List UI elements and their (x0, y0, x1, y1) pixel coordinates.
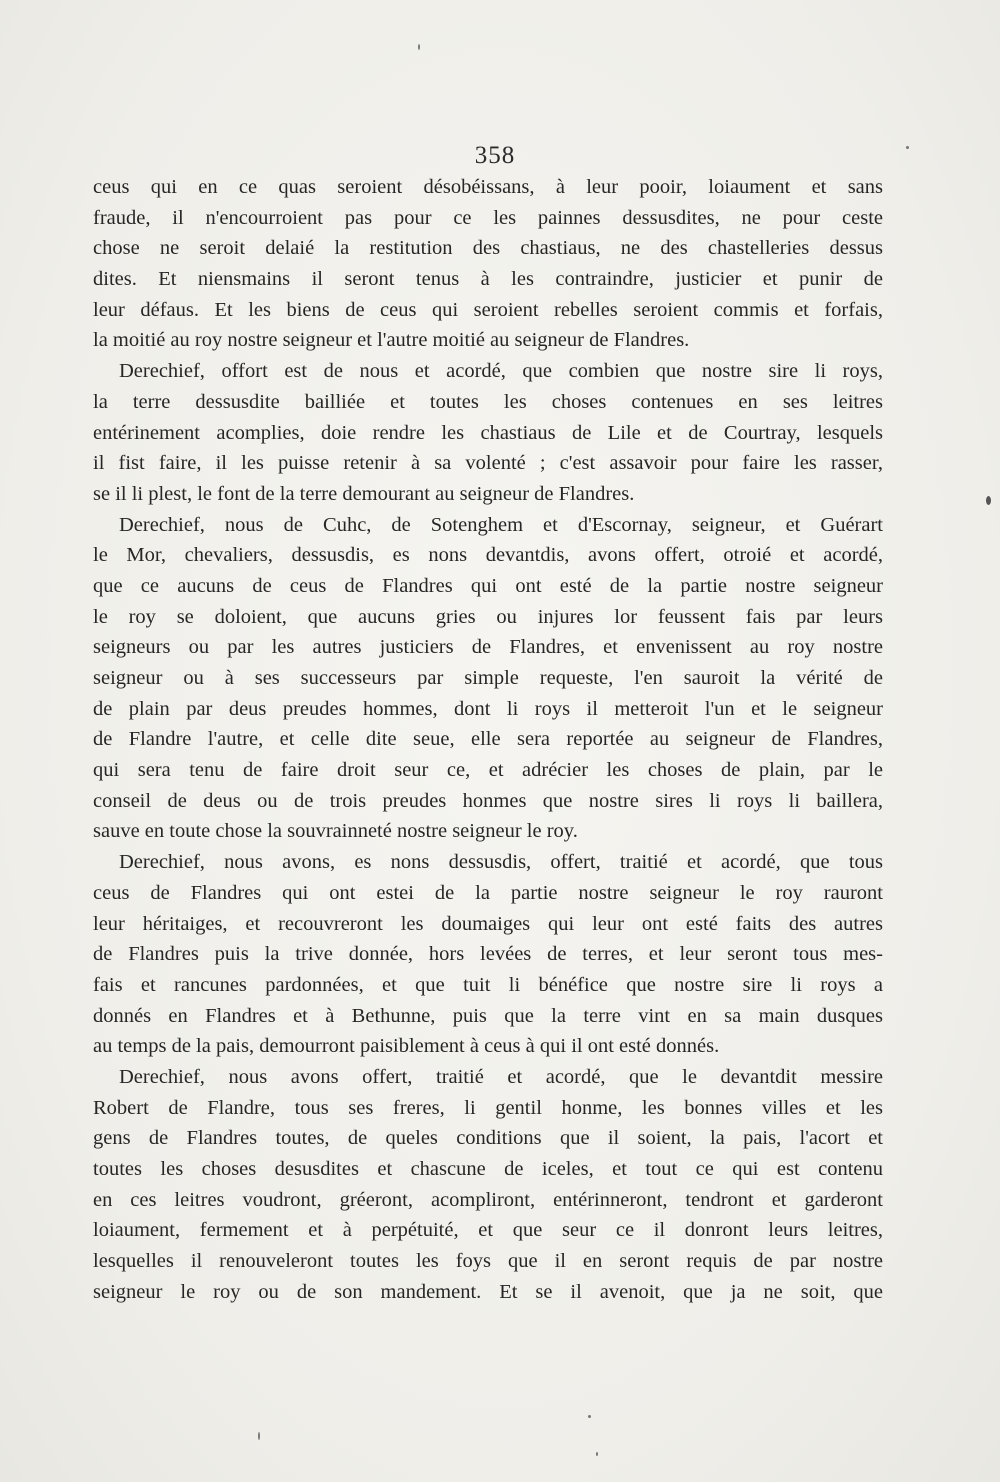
text-line: toutes les choses desusdites et chascune de iceles, et tout ce qui est contenu (93, 1158, 883, 1180)
paper-speck (986, 496, 991, 505)
paper-speck (258, 1432, 260, 1440)
text-line: seigneur le roy ou de son mandement. Et se il avenoit, que ja ne soit, que (93, 1280, 883, 1303)
text-line: entérinement acomplies, doie rendre les chastiaus de Lile et de Courtray, lesquels (93, 421, 883, 444)
text-line: de Flandres puis la trive donnée, hors levées de terres, et leur seront tous mes- (93, 943, 883, 966)
text-line: le Mor, chevaliers, dessusdis, es nons devantdis, avons offert, otroié et acordé, (93, 544, 883, 567)
text-line: lesquelles il renouveleront toutes les foys que il en seront requis de par nostre (93, 1250, 883, 1273)
page-number: 358 (474, 142, 516, 169)
paper-speck (418, 44, 420, 50)
text-line: conseil de deus ou de trois preudes honmes que nostre sires li roys li baillera, (93, 789, 883, 812)
paper-speck (596, 1452, 598, 1456)
text-line: de Flandre l'autre, et celle dite seue, elle sera reportée au seigneur de Flandres, (93, 728, 883, 751)
text-line: au temps de la pais, demourront paisiblement à ceus à qui il ont esté donnés. (93, 1035, 720, 1058)
text-line: la terre dessusdite bailliée et toutes les choses contenues en ses leitres (93, 390, 883, 413)
paper-speck (588, 1415, 591, 1418)
text-line: seigneur ou à ses successeurs par simple requeste, l'en sauroit la vérité de (93, 667, 883, 689)
text-line: se il li plest, le font de la terre demourant au seigneur de Flandres. (93, 482, 635, 505)
paper-speck (906, 146, 909, 149)
text-line: loiaument, fermement et à perpétuité, et que seur ce il donront leurs leitres, (93, 1219, 883, 1242)
text-line: fais et rancunes pardonnées, et que tuit li bénéfice que nostre sire li roys a (93, 973, 883, 996)
text-line: en ces leitres voudront, gréeront, acompliront, entérinneront, tendront et garderont (93, 1188, 883, 1211)
text-line: Derechief, nous avons offert, traitié et acordé, que le devantdit messire (119, 1065, 883, 1088)
text-line: il fist faire, il les puisse retenir à sa volenté ; c'est assavoir pour faire les rasser, (93, 452, 883, 475)
text-line: chose ne seroit delaié la restitution des chastiaus, ne des chastelleries dessus (93, 237, 883, 260)
text-line: le roy se doloient, que aucuns gries ou injures lor feussent fais par leurs (93, 605, 883, 628)
text-line: que ce aucuns de ceus de Flandres qui ont esté de la partie nostre seigneur (93, 574, 883, 597)
text-line: dites. Et niensmains il seront tenus à les contraindre, justicier et punir de (93, 268, 883, 291)
text-line: leur défaus. Et les biens de ceus qui seroient rebelles seroient commis et forfais, (93, 298, 883, 321)
text-line: seigneurs ou par les autres justiciers de Flandres, et envenissent au roy nostre (93, 636, 883, 659)
body-text (93, 172, 883, 1307)
text-line: gens de Flandres toutes, de queles conditions que il soient, la pais, l'acort et (93, 1127, 883, 1150)
text-line: ceus qui en ce quas seroient désobéissans, à leur pooir, loiaument et sans (93, 176, 883, 198)
text-line: fraude, il n'encourroient pas pour ce les painnes dessusdites, ne pour ceste (93, 206, 883, 229)
text-line: Derechief, nous de Cuhc, de Sotenghem et d'Escornay, seigneur, et Guérart (119, 513, 883, 536)
text-line: leur héritaiges, et recouvreront les doumaiges qui leur ont esté faits des autres (93, 912, 883, 935)
text-line: ceus de Flandres qui ont estei de la partie nostre seigneur le roy rauront (93, 881, 883, 904)
text-line: sauve en toute chose la souvrainneté nostre seigneur le roy. (93, 820, 578, 843)
text-line: Robert de Flandre, tous ses freres, li gentil honme, les bonnes villes et les (93, 1096, 883, 1119)
text-line: Derechief, offort est de nous et acordé, que combien que nostre sire li roys, (119, 360, 883, 383)
text-line: qui sera tenu de faire droit seur ce, et adrécier les choses de plain, par le (93, 759, 883, 782)
text-line: la moitié au roy nostre seigneur et l'autre moitié au seigneur de Flandres. (93, 329, 690, 352)
text-line: donnés en Flandres et à Bethunne, puis que la terre vint en sa main dusques (93, 1004, 883, 1027)
text-line: Derechief, nous avons, es nons dessusdis, offert, traitié et acordé, que tous (119, 851, 883, 874)
text-line: de plain par deus preudes hommes, dont li roys il metteroit l'un et le seigneur (93, 697, 883, 720)
